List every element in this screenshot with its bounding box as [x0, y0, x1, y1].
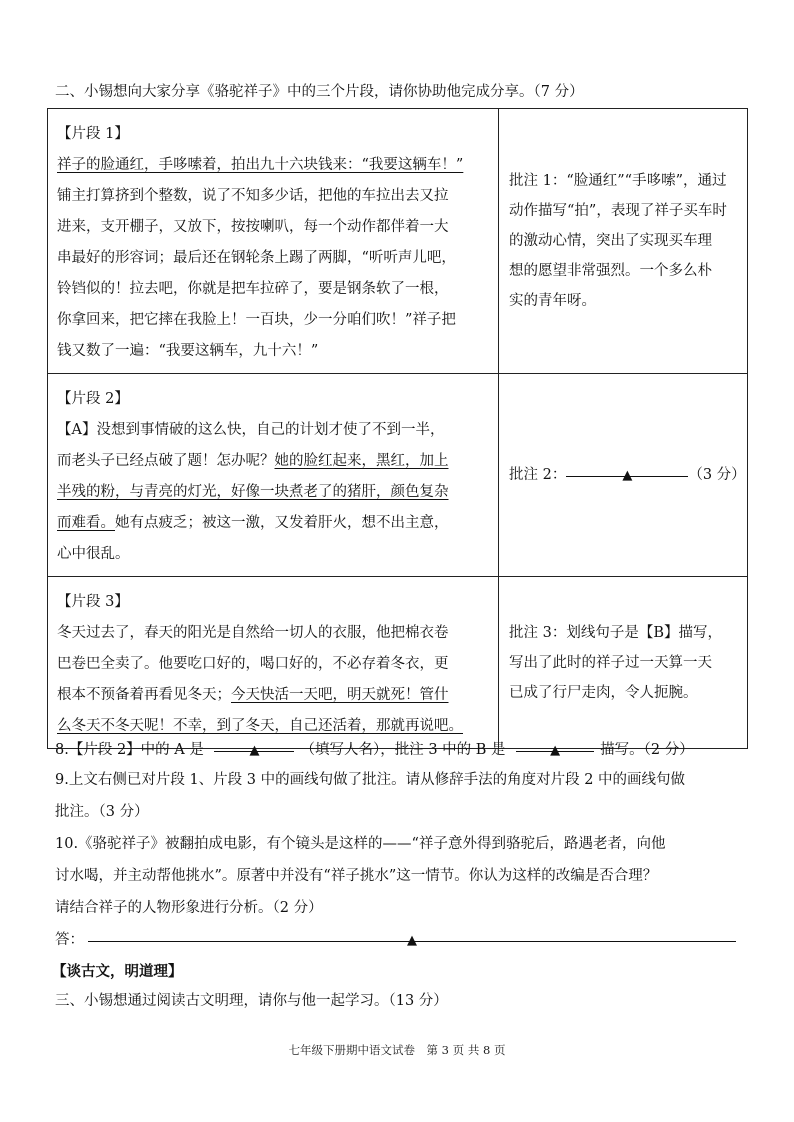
question-10-line-1: 10.《骆驼祥子》被翻拍成电影，有个镜头是这样的——“祥子意外得到骆驼后，路遇老者，向他 [55, 836, 666, 852]
blank-marker-icon: ▲ [550, 743, 561, 758]
blank-marker-icon: ▲ [622, 468, 633, 483]
fragment-1-line: 铃铛似的！拉去吧，你就是把车拉碎了，要是钢条软了一根， [57, 281, 449, 297]
question-8-part-a: 8.【片段 2】中的 A 是 [55, 742, 204, 758]
fragment-3-underlined-text: 今天快活一天吧，明天就死！管什 [231, 687, 449, 703]
note-1-line: 的激动心情，突出了实现买车理 [509, 233, 712, 249]
fragment-1-line: 铺主打算挤到个整数，说了不知多少话，把他的车拉出去又拉 [57, 188, 449, 204]
fragment-row-3 [48, 577, 748, 749]
note-1-line: 想的愿望非常强烈。一个多么朴 [509, 263, 712, 279]
note-1-line: 实的青年呀。 [509, 293, 596, 309]
section-2-heading: 二、小锡想向大家分享《骆驼祥子》中的三个片段，请你协助他完成分享。（7 分） [55, 84, 584, 100]
fragment-2-line: 【A】没想到事情破的这么快，自己的计划才使了不到一半， [57, 422, 445, 438]
answer-row [55, 925, 745, 955]
fragment-3-text [48, 577, 498, 748]
note-2-answer-blank[interactable] [566, 460, 688, 483]
question-10-line-3: 请结合祥子的人物形象进行分析。（2 分） [55, 900, 323, 916]
fragment-3-title: 【片段 3】 [57, 594, 129, 610]
question-9-line-1: 9.上文右侧已对片段 1、片段 3 中的画线句做了批注。请从修辞手法的角度对片段 2 中的画线句做 [55, 772, 686, 788]
fragment-2-underlined-line: 半残的粉，与青亮的灯光，好像一块煮老了的猪肝，颜色复杂 [57, 484, 449, 500]
note-2-score: （3 分） [688, 467, 746, 483]
fragment-2-plain-text: 而老头子已经点破了题！怎办呢？ [57, 453, 275, 469]
fragment-1-line: 你拿回来，把它摔在我脸上！一百块，少一分咱们吹！”祥子把 [57, 312, 456, 328]
fragment-row-2 [48, 374, 748, 577]
fragment-3-line [57, 680, 492, 711]
q8-blank-b[interactable] [516, 735, 594, 758]
blank-marker-icon: ▲ [407, 933, 417, 948]
question-8 [55, 735, 694, 765]
answer-blank[interactable] [88, 925, 736, 948]
q8-blank-a[interactable] [214, 735, 294, 758]
note-2-label: 批注 2： [509, 467, 567, 483]
note-1-line: 批注 1：“脸通红”“手哆嗦”，通过 [509, 173, 727, 189]
fragment-1-underlined-line: 祥子的脸通红，手哆嗦着，拍出九十六块钱来：“我要这辆车！” [57, 157, 464, 173]
fragment-2-title: 【片段 2】 [57, 391, 129, 407]
note-3-line: 批注 3：划线句子是【B】描写， [509, 624, 722, 641]
fragment-3-line: 巴卷巴全卖了。他要吃口好的，喝口好的，不必存着冬衣，更 [57, 656, 449, 672]
fragment-1-line: 串最好的形容词；最后还在钢轮条上踢了两脚，“听听声儿吧， [57, 250, 456, 266]
fragment-1-line: 钱又数了一遍：“我要这辆车，九十六！” [57, 343, 319, 359]
note-3-line: 已成了行尸走肉，令人扼腕。 [509, 684, 698, 701]
note-1-line: 动作描写“拍”，表现了祥子买车时 [509, 203, 727, 219]
fragment-2-underlined-text: 她的脸红起来，黑红，加上 [274, 453, 449, 469]
section-3-bold-title: 【谈古文，明道理】 [52, 963, 183, 980]
fragment-1-line: 进来，支开棚子，又放下，按按喇叭，每一个动作都伴着一大 [57, 219, 449, 235]
question-8-part-b: （填写人名），批注 3 中的 B 是 [300, 742, 506, 758]
answer-label: 答： [55, 932, 84, 948]
blank-marker-icon: ▲ [249, 743, 260, 758]
fragment-1-title: 【片段 1】 [57, 126, 129, 142]
note-1 [499, 166, 747, 316]
fragment-2-line [57, 508, 492, 539]
fragment-3-line: 冬天过去了，春天的阳光是自然给一切人的衣服，他把棉衣卷 [57, 625, 449, 641]
fragment-3-underlined-line: 么冬天不冬天呢！不幸，到了冬天，自己还活着，那就再说吧。 [57, 718, 463, 734]
fragment-3-plain-text: 根本不预备着再看见冬天； [57, 687, 231, 703]
fragment-2-plain-text: 她有点疲乏；被这一激，又发着肝火，想不出主意， [115, 515, 449, 531]
question-8-part-c: 描写。（2 分） [600, 742, 694, 758]
fragment-1-text [48, 109, 498, 373]
section-3-heading: 三、小锡想通过阅读古文明理，请你与他一起学习。（13 分） [55, 993, 448, 1009]
question-9-line-2: 批注。（3 分） [55, 804, 149, 820]
note-2 [499, 460, 747, 490]
note-3 [499, 618, 747, 708]
fragment-2-underlined-text: 而难看。 [57, 515, 115, 531]
fragment-2-line: 心中很乱。 [57, 546, 130, 562]
page-footer: 七年级下册期中语文试卷 第 3 页 共 8 页 [288, 1043, 506, 1057]
note-3-line: 写出了此时的祥子过一天算一天 [509, 654, 712, 671]
fragment-2-line [57, 446, 492, 477]
question-10-line-2: 讨水喝，并主动帮他挑水”。原著中并没有“祥子挑水”这一情节。你认为这样的改编是否合理？ [55, 868, 658, 884]
fragment-row-1 [48, 109, 748, 374]
fragment-table [47, 108, 748, 749]
fragment-2-text [48, 374, 498, 576]
